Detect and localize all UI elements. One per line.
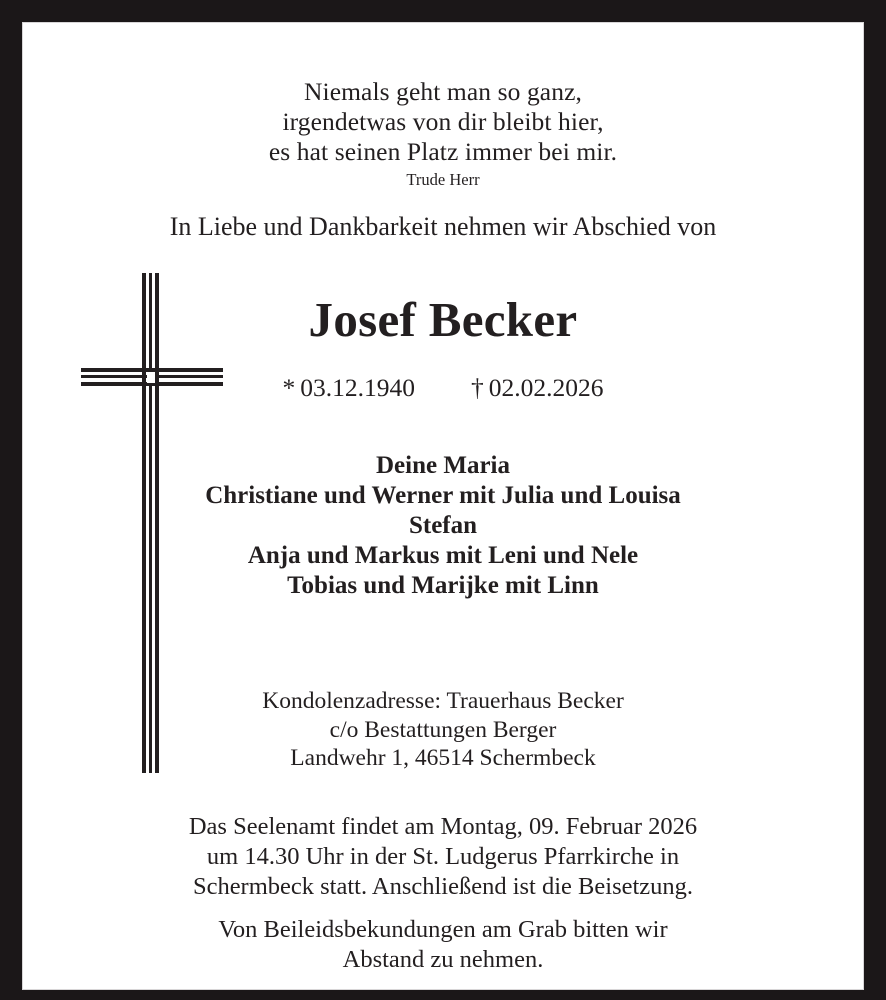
- birth-date: 03.12.1940: [300, 373, 415, 402]
- family-line: Anja und Markus mit Leni und Nele: [247, 542, 639, 569]
- life-dates: [23, 372, 863, 404]
- family-line: Deine Maria: [376, 452, 510, 479]
- service-line: Schermbeck statt. Anschließend ist die Beisetzung.: [192, 873, 694, 900]
- service-line: um 14.30 Uhr in der St. Ludgerus Pfarrkirche in: [206, 843, 680, 870]
- family-line: Christiane und Werner mit Julia und Louisa: [205, 482, 681, 509]
- service-line: Von Beileidsbekundungen am Grab bitten wir: [218, 916, 668, 943]
- poem-line: Niemals geht man so ganz,: [304, 77, 582, 106]
- service-paragraph: [23, 915, 863, 975]
- service-line: Das Seelenamt findet am Montag, 09. Februar 2026: [188, 813, 698, 840]
- lead-in-text: In Liebe und Dankbarkeit nehmen wir Abschied von: [169, 212, 717, 241]
- poem-verse: [23, 77, 863, 167]
- birth-date-group: [283, 373, 416, 402]
- address-line: Landwehr 1, 46514 Schermbeck: [290, 745, 596, 771]
- service-line: Abstand zu nehmen.: [342, 946, 544, 973]
- condolence-address: [23, 687, 863, 773]
- address-line: c/o Bestattungen Berger: [329, 716, 557, 743]
- poem-line: es hat seinen Platz immer bei mir.: [268, 137, 618, 166]
- family-line: Stefan: [408, 512, 478, 539]
- dagger-icon: †: [471, 373, 484, 402]
- birth-symbol: *: [282, 373, 296, 402]
- address-line: Kondolenzadresse: Trauerhaus Becker: [262, 688, 624, 714]
- service-paragraph: [23, 812, 863, 902]
- death-date-group: [471, 373, 604, 402]
- death-date: 02.02.2026: [488, 373, 604, 402]
- poem-attribution: Trude Herr: [406, 170, 480, 189]
- service-details: [23, 812, 863, 975]
- notice-inner-frame: [22, 22, 864, 990]
- poem-line: irgendetwas von dir bleibt hier,: [282, 107, 604, 136]
- deceased-name: Josef Becker: [308, 292, 578, 347]
- family-line: Tobias und Marijke mit Linn: [287, 572, 599, 599]
- surviving-family-list: [23, 451, 863, 601]
